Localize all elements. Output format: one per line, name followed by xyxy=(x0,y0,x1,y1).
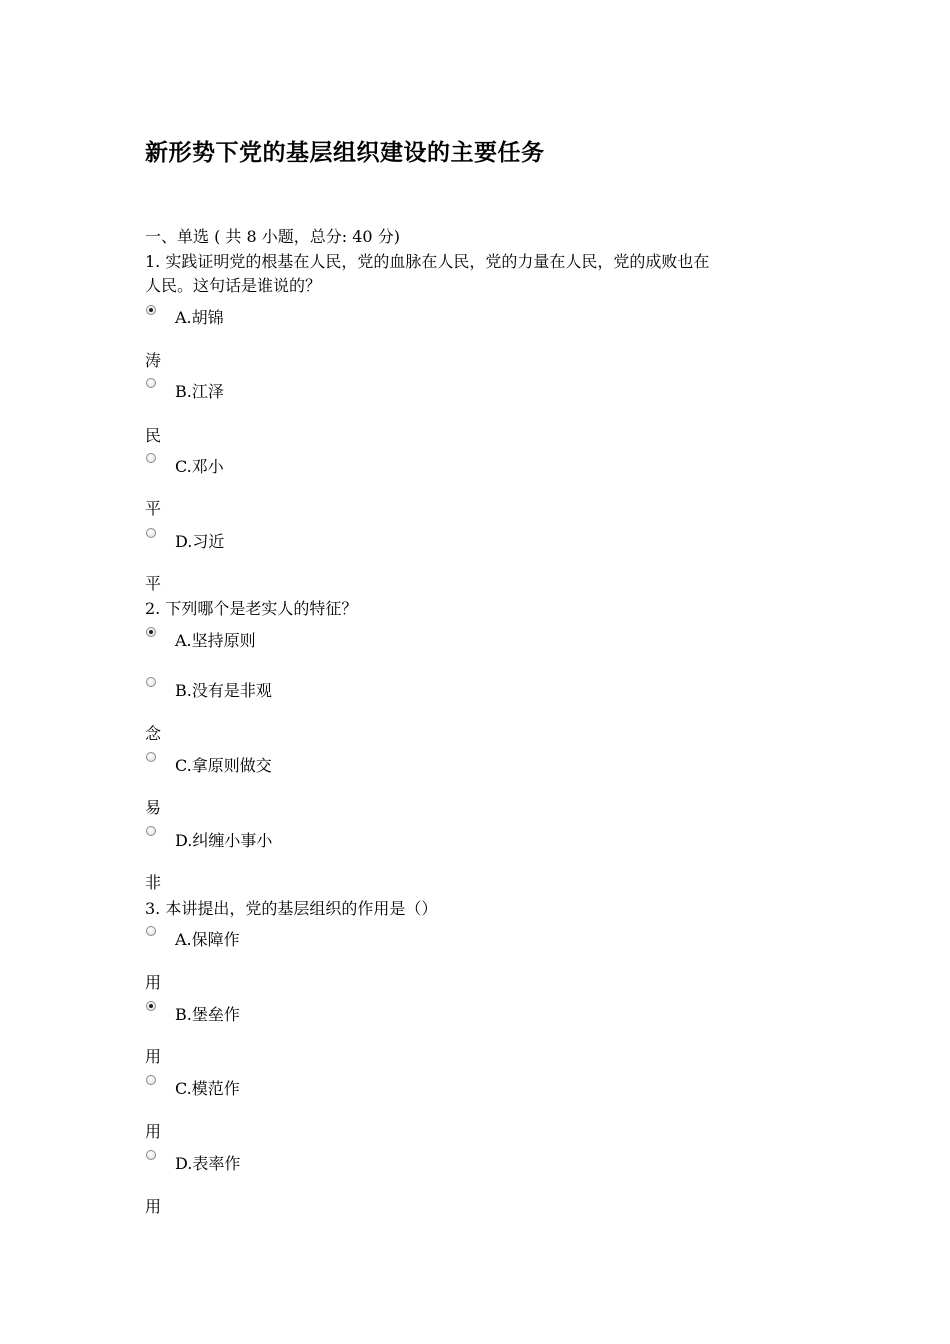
q1-option-a-label: A.胡锦 xyxy=(175,308,224,327)
question-2-text: 2. 下列哪个是老实人的特征？ xyxy=(145,599,358,618)
q2-option-c-radio[interactable] xyxy=(146,752,156,762)
q2-option-d-label-wrap: 非 xyxy=(145,873,162,892)
q1-option-b-label: B.江泽 xyxy=(175,382,224,401)
q2-option-b-label: B.没有是非观 xyxy=(175,681,272,700)
q1-option-c-label-wrap: 平 xyxy=(145,499,162,518)
q3-option-a-label-wrap: 用 xyxy=(145,973,162,992)
q2-option-c-label-wrap: 易 xyxy=(145,798,162,817)
q2-option-d-radio[interactable] xyxy=(146,826,156,836)
q3-option-b-label: B.堡垒作 xyxy=(175,1005,240,1024)
question-1-text-line-2: 人民。这句话是谁说的？ xyxy=(145,276,322,295)
q2-option-a-radio[interactable] xyxy=(146,627,156,637)
q3-option-d-label: D.表率作 xyxy=(175,1154,241,1173)
q1-option-d-label: D.习近 xyxy=(175,532,225,551)
section-header: 一、单选 ( 共 8 小题，总分: 40 分) xyxy=(145,227,400,246)
question-1-text-line-1: 1. 实践证明党的根基在人民，党的血脉在人民，党的力量在人民，党的成败也在 xyxy=(145,252,710,271)
q3-option-a-label: A.保障作 xyxy=(175,930,240,949)
question-3-text: 3. 本讲提出，党的基层组织的作用是（） xyxy=(145,899,438,918)
q3-option-b-radio[interactable] xyxy=(146,1001,156,1011)
q1-option-a-radio[interactable] xyxy=(146,305,156,315)
q1-option-c-label: C.邓小 xyxy=(175,457,224,476)
q2-option-b-radio[interactable] xyxy=(146,677,156,687)
q2-option-d-label: D.纠缠小事小 xyxy=(175,831,273,850)
q3-option-a-radio[interactable] xyxy=(146,926,156,936)
q3-option-d-label-wrap: 用 xyxy=(145,1197,162,1216)
q3-option-c-radio[interactable] xyxy=(146,1075,156,1085)
q1-option-a-label-wrap: 涛 xyxy=(145,351,162,370)
q1-option-b-label-wrap: 民 xyxy=(145,426,162,445)
q3-option-b-label-wrap: 用 xyxy=(145,1047,162,1066)
page-title: 新形势下党的基层组织建设的主要任务 xyxy=(145,140,545,166)
q1-option-c-radio[interactable] xyxy=(146,453,156,463)
q2-option-a-label: A.坚持原则 xyxy=(175,631,256,650)
q3-option-d-radio[interactable] xyxy=(146,1150,156,1160)
q1-option-d-radio[interactable] xyxy=(146,528,156,538)
q1-option-b-radio[interactable] xyxy=(146,378,156,388)
q3-option-c-label-wrap: 用 xyxy=(145,1122,162,1141)
q3-option-c-label: C.模范作 xyxy=(175,1079,240,1098)
q2-option-b-label-wrap: 念 xyxy=(145,724,162,743)
q1-option-d-label-wrap: 平 xyxy=(145,574,162,593)
q2-option-c-label: C.拿原则做交 xyxy=(175,756,272,775)
